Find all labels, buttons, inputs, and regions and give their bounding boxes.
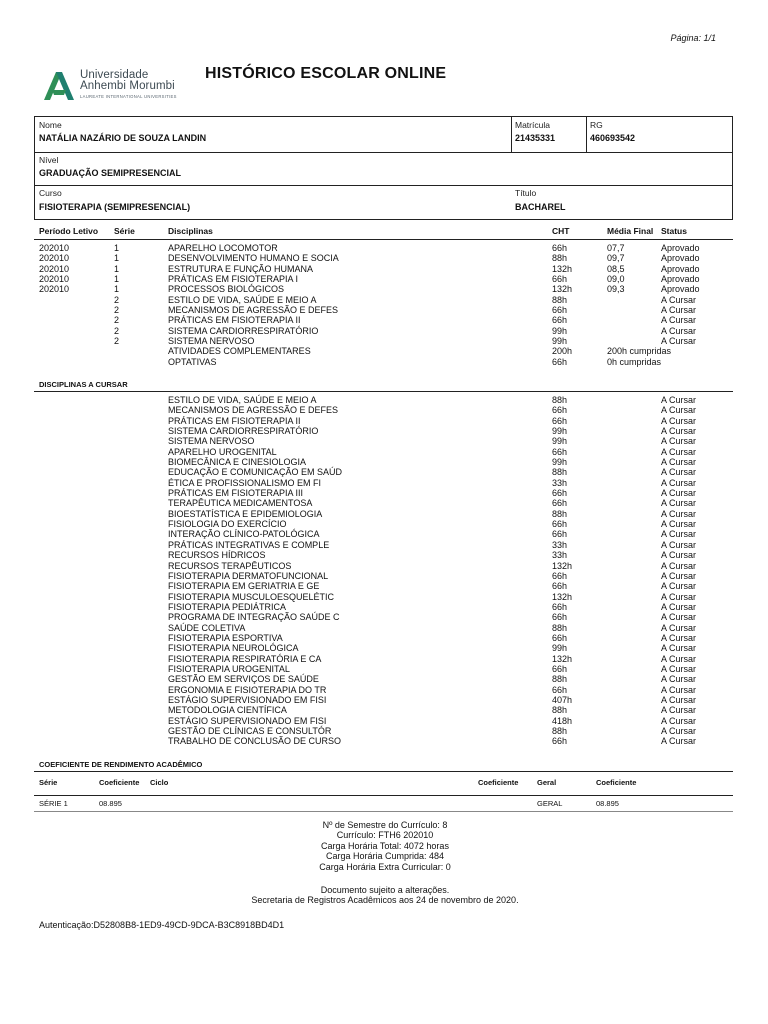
cell-disciplina: OPTATIVAS: [168, 356, 217, 367]
table-row: [0, 467, 768, 477]
cell-cht: 99h: [552, 457, 568, 468]
cell-cht: 66h: [552, 529, 568, 540]
cell-cht: 88h: [552, 253, 568, 264]
cell-status: A Cursar: [661, 643, 697, 654]
cell-disciplina: PROCESSOS BIOLÓGICOS: [168, 284, 285, 295]
coef-header-ciclo: Ciclo: [150, 778, 169, 787]
table-row: [0, 488, 768, 498]
coeficiente-rule-mid: [34, 795, 733, 796]
cell-status: A Cursar: [661, 457, 697, 468]
cell-cht: 66h: [552, 488, 568, 499]
history-header-rule: [34, 239, 733, 240]
table-row: [0, 264, 768, 274]
cell-disciplina: DESENVOLVIMENTO HUMANO E SOCIA: [168, 253, 339, 264]
logo-name-line2: Anhembi Morumbi: [80, 80, 175, 92]
coeficiente-rule-bottom: [34, 811, 733, 812]
cell-disciplina: ERGONOMIA E FISIOTERAPIA DO TR: [168, 684, 327, 695]
cell-status: A Cursar: [661, 550, 697, 561]
logo-subtitle: LAUREATE INTERNATIONAL UNIVERSITIES: [80, 94, 177, 99]
coef-serie-value: SÉRIE 1: [39, 799, 68, 808]
cell-status: Aprovado: [661, 243, 700, 253]
table-row: [0, 674, 768, 684]
cell-periodo: 202010: [39, 263, 70, 274]
cell-media: 09,3: [607, 284, 625, 295]
cell-disciplina: PRÁTICAS EM FISIOTERAPIA II: [168, 415, 301, 426]
cell-serie: 2: [114, 336, 120, 347]
table-row: [0, 592, 768, 602]
table-row: [0, 654, 768, 664]
cell-disciplina: FISIOTERAPIA ESPORTIVA: [168, 632, 283, 643]
cell-cht: 66h: [552, 356, 568, 367]
cell-disciplina: APARELHO LOCOMOTOR: [168, 243, 278, 253]
header-periodo: Período Letivo: [39, 226, 99, 236]
table-row: [0, 664, 768, 674]
a-cursar-table: [0, 395, 768, 747]
cell-media: 0h cumpridas: [607, 356, 662, 367]
authentication-code: Autenticação:D52808B8-1ED9-49CD-9DCA-B3C8918BD4D1: [39, 920, 285, 930]
table-row: [0, 561, 768, 571]
cell-media: 200h cumpridas: [607, 346, 672, 357]
table-row: [0, 357, 768, 367]
coef-header-geral: Geral: [537, 778, 557, 787]
coef-geral-coef-value: 08.895: [596, 799, 619, 808]
cell-status: A Cursar: [661, 477, 697, 488]
cell-status: A Cursar: [661, 674, 697, 685]
cell-serie: 2: [114, 325, 120, 336]
cell-disciplina: ESTÁGIO SUPERVISIONADO EM FISI: [168, 715, 327, 726]
cell-cht: 88h: [552, 674, 568, 685]
cell-status: A Cursar: [661, 539, 697, 550]
cell-disciplina: BIOMECÂNICA E CINESIOLOGIA: [168, 457, 307, 468]
table-row: [0, 540, 768, 550]
cell-cht: 33h: [552, 477, 568, 488]
a-cursar-rule: [34, 391, 733, 392]
cell-media: 07,7: [607, 243, 625, 253]
cell-disciplina: ESTRUTURA E FUNÇÃO HUMANA: [168, 263, 314, 274]
cell-media: 08,5: [607, 263, 625, 274]
cell-cht: 418h: [552, 715, 573, 726]
cell-status: A Cursar: [661, 715, 697, 726]
cell-cht: 66h: [552, 315, 568, 326]
cell-cht: 99h: [552, 643, 568, 654]
cell-status: A Cursar: [661, 591, 697, 602]
cell-cht: 66h: [552, 415, 568, 426]
cell-serie: 1: [114, 243, 120, 253]
cell-cht: 66h: [552, 305, 568, 316]
cell-cht: 132h: [552, 284, 573, 295]
table-row: [0, 612, 768, 622]
cell-disciplina: SISTEMA CARDIORRESPIRATÓRIO: [168, 325, 319, 336]
cell-status: A Cursar: [661, 560, 697, 571]
table-row: [0, 457, 768, 467]
cell-cht: 88h: [552, 508, 568, 519]
cell-disciplina: GESTÃO DE CLÍNICAS E CONSULTÓR: [168, 726, 332, 736]
coeficiente-rule-top: [34, 771, 733, 772]
cell-cht: 66h: [552, 446, 568, 457]
cell-disciplina: INTERAÇÃO CLÍNICO-PATOLÓGICA: [168, 529, 320, 540]
a-cursar-title: DISCIPLINAS A CURSAR: [39, 380, 128, 389]
cell-status: A Cursar: [661, 653, 697, 664]
header-disciplinas: Disciplinas: [168, 226, 213, 236]
table-row: [0, 716, 768, 726]
cell-disciplina: PRÁTICAS EM FISIOTERAPIA II: [168, 315, 301, 326]
cell-cht: 200h: [552, 346, 573, 357]
table-row: [0, 447, 768, 457]
cell-disciplina: ESTILO DE VIDA, SAÚDE E MEIO A: [168, 395, 317, 405]
cell-cht: 66h: [552, 601, 568, 612]
rg-label: RG: [590, 120, 603, 130]
table-row: [0, 726, 768, 736]
table-row: [0, 243, 768, 253]
footer-line2: Secretaria de Registros Acadêmicos aos 24 de novembro de 2020.: [251, 895, 519, 906]
cell-disciplina: METODOLOGIA CIENTÍFICA: [168, 705, 287, 716]
table-row: [0, 643, 768, 653]
cell-disciplina: FISIOTERAPIA NEUROLÓGICA: [168, 643, 299, 654]
cell-cht: 66h: [552, 570, 568, 581]
footer-line1: Documento sujeito a alterações.: [320, 885, 450, 895]
titulo-value: BACHAREL: [515, 202, 566, 212]
table-row: [0, 602, 768, 612]
cell-media: 09,7: [607, 253, 625, 264]
cell-status: A Cursar: [661, 336, 697, 347]
cell-disciplina: SISTEMA NERVOSO: [168, 336, 255, 347]
history-table: [0, 243, 768, 367]
logo-name-line1: Universidade: [80, 69, 149, 81]
table-row: [0, 519, 768, 529]
table-row: [0, 550, 768, 560]
cell-disciplina: ESTILO DE VIDA, SAÚDE E MEIO A: [168, 294, 317, 305]
footer-note: [200, 885, 570, 906]
table-row: [0, 633, 768, 643]
summary-curriculo: Currículo: FTH6 202010: [336, 830, 434, 841]
cell-status: A Cursar: [661, 601, 697, 612]
table-row: [0, 326, 768, 336]
cell-disciplina: FISIOLOGIA DO EXERCÍCIO: [168, 519, 287, 530]
cell-status: A Cursar: [661, 305, 697, 316]
table-row: [0, 571, 768, 581]
coef-header-coeficiente2: Coeficiente: [478, 778, 519, 787]
table-row: [0, 253, 768, 263]
cell-disciplina: MECANISMOS DE AGRESSÃO E DEFES: [168, 405, 339, 416]
cell-status: A Cursar: [661, 705, 697, 716]
cell-status: A Cursar: [661, 446, 697, 457]
table-row: [0, 623, 768, 633]
table-row: [0, 274, 768, 284]
cell-cht: 99h: [552, 436, 568, 447]
curriculum-summary: [200, 820, 570, 872]
cell-disciplina: ATIVIDADES COMPLEMENTARES: [168, 346, 311, 357]
cell-disciplina: PRÁTICAS EM FISIOTERAPIA I: [168, 274, 299, 285]
table-row: [0, 436, 768, 446]
cell-cht: 66h: [552, 405, 568, 416]
header-cht: CHT: [552, 226, 570, 236]
cell-disciplina: ÉTICA E PROFISSIONALISMO EM FI: [168, 477, 322, 488]
cell-status: A Cursar: [661, 488, 697, 499]
cell-cht: 33h: [552, 550, 568, 561]
cell-status: A Cursar: [661, 519, 697, 530]
table-row: [0, 581, 768, 591]
cell-cht: 66h: [552, 736, 568, 747]
table-row: [0, 478, 768, 488]
cell-serie: 1: [114, 274, 120, 285]
cell-cht: 132h: [552, 591, 573, 602]
coef-header-serie: Série: [39, 778, 58, 787]
cell-disciplina: RECURSOS HÍDRICOS: [168, 550, 266, 561]
rg-value: 460693542: [590, 133, 636, 143]
cell-cht: 132h: [552, 653, 573, 664]
cell-disciplina: SAÚDE COLETIVA: [168, 622, 246, 633]
cell-serie: 1: [114, 253, 120, 264]
cell-disciplina: MECANISMOS DE AGRESSÃO E DEFES: [168, 305, 339, 316]
cell-cht: 132h: [552, 263, 573, 274]
cell-status: A Cursar: [661, 467, 697, 478]
cell-cht: 66h: [552, 274, 568, 285]
cell-status: A Cursar: [661, 632, 697, 643]
cell-media: 09,0: [607, 274, 625, 285]
cell-status: A Cursar: [661, 529, 697, 540]
cell-status: A Cursar: [661, 508, 697, 519]
titulo-label: Título: [515, 188, 537, 198]
cell-cht: 88h: [552, 726, 568, 736]
cell-status: A Cursar: [661, 395, 697, 405]
cell-cht: 66h: [552, 243, 568, 253]
coeficiente-title: COEFICIENTE DE RENDIMENTO ACADÊMICO: [39, 760, 203, 769]
cell-cht: 66h: [552, 684, 568, 695]
matricula-label: Matrícula: [515, 120, 550, 130]
cell-disciplina: TRABALHO DE CONCLUSÃO DE CURSO: [168, 736, 342, 747]
table-row: [0, 416, 768, 426]
nivel-label: Nível: [39, 155, 59, 165]
university-logo-text: [80, 70, 177, 99]
cell-status: A Cursar: [661, 426, 697, 437]
cell-cht: 88h: [552, 395, 568, 405]
table-row: [0, 305, 768, 315]
summary-carga-total: Carga Horária Total: 4072 horas: [321, 840, 449, 851]
student-name: NATÁLIA NAZÁRIO DE SOUZA LANDIN: [39, 133, 207, 143]
cell-cht: 66h: [552, 498, 568, 509]
table-row: [0, 498, 768, 508]
cell-periodo: 202010: [39, 253, 70, 264]
cell-disciplina: FISIOTERAPIA EM GERIATRIA E GE: [168, 581, 320, 592]
cell-status: Aprovado: [661, 284, 700, 295]
cell-disciplina: FISIOTERAPIA UROGENITAL: [168, 663, 290, 674]
coef-value: 08.895: [99, 799, 122, 808]
cell-status: Aprovado: [661, 263, 700, 274]
cell-cht: 66h: [552, 519, 568, 530]
cell-disciplina: RECURSOS TERAPÊUTICOS: [168, 560, 292, 571]
cell-status: A Cursar: [661, 612, 697, 623]
cell-status: A Cursar: [661, 726, 697, 736]
cell-cht: 99h: [552, 336, 568, 347]
summary-carga-cumprida: Carga Horária Cumprida: 484: [325, 851, 445, 862]
cell-cht: 88h: [552, 467, 568, 478]
cell-disciplina: TERAPÊUTICA MEDICAMENTOSA: [168, 498, 313, 509]
nivel-value: GRADUAÇÃO SEMIPRESENCIAL: [39, 168, 182, 178]
coef-header-coeficiente3: Coeficiente: [596, 778, 637, 787]
cell-disciplina: SISTEMA CARDIORRESPIRATÓRIO: [168, 426, 319, 437]
table-row: [0, 395, 768, 405]
curso-value: FISIOTERAPIA (SEMIPRESENCIAL): [39, 202, 191, 212]
cell-disciplina: APARELHO UROGENITAL: [168, 446, 277, 457]
cell-cht: 132h: [552, 560, 573, 571]
summary-semestre: Nº de Semestre do Currículo: 8: [322, 820, 448, 830]
header-serie: Série: [114, 226, 135, 236]
cell-status: A Cursar: [661, 294, 697, 305]
table-row: [0, 336, 768, 346]
table-row: [0, 695, 768, 705]
cell-serie: 2: [114, 305, 120, 316]
cell-periodo: 202010: [39, 284, 70, 295]
cell-disciplina: FISIOTERAPIA PEDIÁTRICA: [168, 601, 287, 612]
cell-disciplina: PRÁTICAS INTEGRATIVAS E COMPLE: [168, 539, 330, 550]
cell-status: A Cursar: [661, 663, 697, 674]
cell-periodo: 202010: [39, 274, 70, 285]
cell-cht: 66h: [552, 612, 568, 623]
cell-status: A Cursar: [661, 415, 697, 426]
cell-cht: 33h: [552, 539, 568, 550]
cell-status: A Cursar: [661, 498, 697, 509]
cell-status: A Cursar: [661, 570, 697, 581]
cell-disciplina: FISIOTERAPIA RESPIRATÓRIA E CA: [168, 653, 322, 664]
university-logo-icon: [42, 70, 76, 102]
table-row: [0, 736, 768, 746]
table-row: [0, 315, 768, 325]
matricula-value: 21435331: [515, 133, 556, 143]
cell-status: A Cursar: [661, 325, 697, 336]
cell-disciplina: GESTÃO EM SERVIÇOS DE SAÚDE: [168, 674, 319, 685]
cell-disciplina: PROGRAMA DE INTEGRAÇÃO SAÚDE C: [168, 612, 340, 623]
cell-cht: 66h: [552, 632, 568, 643]
cell-cht: 66h: [552, 663, 568, 674]
summary-carga-extra: Carga Horária Extra Curricular: 0: [319, 861, 451, 872]
cell-status: A Cursar: [661, 622, 697, 633]
cell-status: A Cursar: [661, 315, 697, 326]
cell-serie: 2: [114, 294, 120, 305]
cell-status: A Cursar: [661, 684, 697, 695]
cell-cht: 407h: [552, 694, 573, 705]
name-label: Nome: [39, 120, 62, 130]
cell-status: A Cursar: [661, 581, 697, 592]
cell-serie: 2: [114, 315, 120, 326]
cell-disciplina: BIOESTATÍSTICA E EPIDEMIOLOGIA: [168, 508, 323, 519]
table-row: [0, 705, 768, 715]
cell-cht: 66h: [552, 581, 568, 592]
cell-disciplina: FISIOTERAPIA MUSCULOESQUELÉTIC: [168, 591, 335, 602]
header-status: Status: [661, 226, 687, 236]
cell-status: Aprovado: [661, 253, 700, 264]
cell-status: Aprovado: [661, 274, 700, 285]
cell-status: A Cursar: [661, 694, 697, 705]
cell-status: A Cursar: [661, 436, 697, 447]
cell-cht: 88h: [552, 294, 568, 305]
table-row: [0, 284, 768, 294]
table-row: [0, 426, 768, 436]
table-row: [0, 509, 768, 519]
cell-disciplina: PRÁTICAS EM FISIOTERAPIA III: [168, 488, 304, 499]
table-row: [0, 346, 768, 356]
curso-label: Curso: [39, 188, 62, 198]
table-row: [0, 685, 768, 695]
cell-disciplina: EDUCAÇÃO E COMUNICAÇÃO EM SAÚD: [168, 467, 343, 478]
header-media: Média Final: [607, 226, 654, 236]
cell-disciplina: ESTÁGIO SUPERVISIONADO EM FISI: [168, 694, 327, 705]
cell-cht: 99h: [552, 325, 568, 336]
coef-geral-value: GERAL: [537, 799, 563, 808]
table-row: [0, 529, 768, 539]
cell-cht: 88h: [552, 622, 568, 633]
table-row: [0, 295, 768, 305]
page-title: HISTÓRICO ESCOLAR ONLINE: [205, 65, 447, 82]
cell-status: A Cursar: [661, 405, 697, 416]
cell-serie: 1: [114, 284, 120, 295]
cell-serie: 1: [114, 263, 120, 274]
cell-disciplina: FISIOTERAPIA DERMATOFUNCIONAL: [168, 570, 329, 581]
cell-cht: 88h: [552, 705, 568, 716]
page-number: Página: 1/1: [670, 33, 716, 43]
coef-header-coeficiente: Coeficiente: [99, 778, 140, 787]
table-row: [0, 405, 768, 415]
cell-periodo: 202010: [39, 243, 70, 253]
cell-disciplina: SISTEMA NERVOSO: [168, 436, 255, 447]
cell-status: A Cursar: [661, 736, 697, 747]
cell-cht: 99h: [552, 426, 568, 437]
student-info-box: [34, 116, 733, 220]
